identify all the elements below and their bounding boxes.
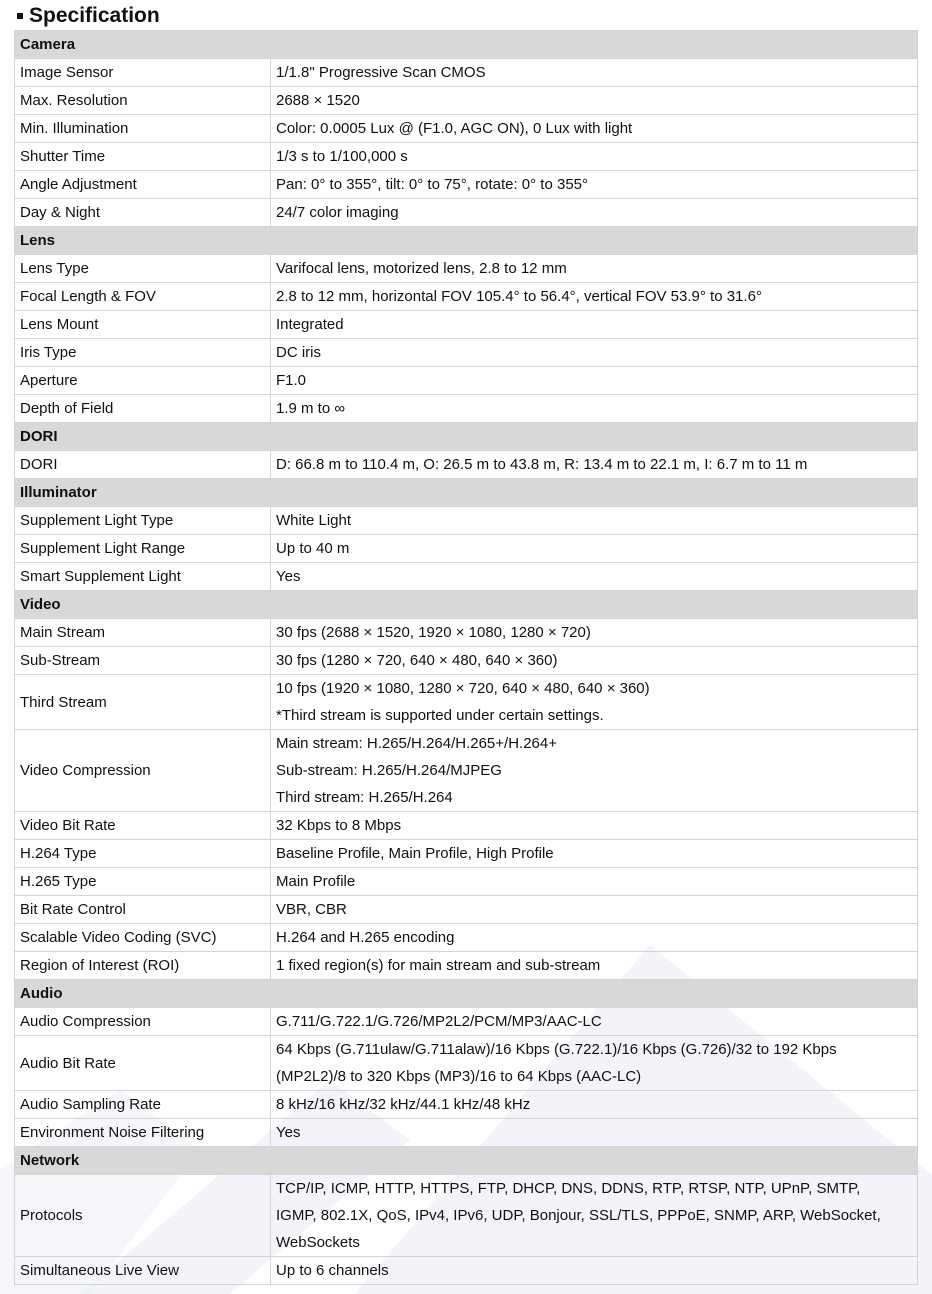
spec-value bbox=[271, 451, 918, 479]
spec-value-line: Yes bbox=[276, 568, 301, 585]
spec-value bbox=[271, 563, 918, 591]
table-row bbox=[15, 115, 918, 143]
spec-label: Region of Interest (ROI) bbox=[15, 952, 271, 980]
section-header bbox=[15, 31, 918, 59]
spec-label: Max. Resolution bbox=[15, 87, 271, 115]
spec-value-line: Yes bbox=[276, 1124, 301, 1141]
spec-value bbox=[271, 840, 918, 868]
section-header bbox=[15, 227, 918, 255]
spec-value bbox=[271, 1175, 918, 1257]
section-header-empty-cell bbox=[271, 31, 918, 59]
section-header bbox=[15, 980, 918, 1008]
spec-label: Lens Type bbox=[15, 255, 271, 283]
spec-label: Angle Adjustment bbox=[15, 171, 271, 199]
table-row bbox=[15, 507, 918, 535]
spec-value bbox=[271, 896, 918, 924]
section-header-empty-cell bbox=[271, 227, 918, 255]
spec-value-line: G.711/G.722.1/G.726/MP2L2/PCM/MP3/AAC-LC bbox=[276, 1013, 602, 1030]
section-header-empty-cell bbox=[271, 479, 918, 507]
spec-value bbox=[271, 812, 918, 840]
section-header bbox=[15, 591, 918, 619]
spec-value-line: VBR, CBR bbox=[276, 901, 347, 918]
spec-value bbox=[271, 367, 918, 395]
table-row bbox=[15, 647, 918, 675]
spec-table bbox=[14, 30, 918, 1285]
spec-value-line: D: 66.8 m to 110.4 m, O: 26.5 m to 43.8 m, R: 13.4 m to 22.1 m, I: 6.7 m to 11 m bbox=[276, 456, 808, 473]
spec-value bbox=[271, 675, 918, 730]
table-row bbox=[15, 367, 918, 395]
spec-value bbox=[271, 283, 918, 311]
table-row bbox=[15, 840, 918, 868]
spec-value bbox=[271, 924, 918, 952]
spec-value-line: (MP2L2)/8 to 320 Kbps (MP3)/16 to 64 Kbps (AAC-LC) bbox=[276, 1068, 642, 1085]
spec-value-line: Third stream: H.265/H.264 bbox=[276, 789, 453, 806]
table-row bbox=[15, 199, 918, 227]
spec-value bbox=[271, 1257, 918, 1285]
spec-value-line: 32 Kbps to 8 Mbps bbox=[276, 817, 402, 834]
spec-value-line: 1 fixed region(s) for main stream and sub-stream bbox=[276, 957, 601, 974]
table-row bbox=[15, 311, 918, 339]
spec-label: DORI bbox=[15, 451, 271, 479]
table-row bbox=[15, 283, 918, 311]
spec-value-line: 8 kHz/16 kHz/32 kHz/44.1 kHz/48 kHz bbox=[276, 1096, 531, 1113]
spec-value bbox=[271, 199, 918, 227]
spec-value bbox=[271, 143, 918, 171]
table-row bbox=[15, 171, 918, 199]
spec-value bbox=[271, 115, 918, 143]
section-header-empty-cell bbox=[271, 591, 918, 619]
spec-value bbox=[271, 1091, 918, 1119]
spec-value-line: White Light bbox=[276, 512, 352, 529]
section-title: DORI bbox=[15, 423, 271, 451]
spec-label: H.264 Type bbox=[15, 840, 271, 868]
spec-label: Main Stream bbox=[15, 619, 271, 647]
spec-label: Bit Rate Control bbox=[15, 896, 271, 924]
spec-label: Video Compression bbox=[15, 730, 271, 812]
table-row bbox=[15, 1008, 918, 1036]
table-row bbox=[15, 87, 918, 115]
spec-label: Day & Night bbox=[15, 199, 271, 227]
table-row bbox=[15, 535, 918, 563]
spec-label: Third Stream bbox=[15, 675, 271, 730]
spec-value-line: 10 fps (1920 × 1080, 1280 × 720, 640 × 480, 640 × 360) bbox=[276, 680, 650, 697]
section-title: Camera bbox=[15, 31, 271, 59]
spec-value-line: 1/3 s to 1/100,000 s bbox=[276, 148, 408, 165]
spec-label: Simultaneous Live View bbox=[15, 1257, 271, 1285]
section-header-empty-cell bbox=[271, 980, 918, 1008]
spec-value-line: Sub-stream: H.265/H.264/MJPEG bbox=[276, 762, 502, 779]
spec-label: H.265 Type bbox=[15, 868, 271, 896]
section-title: Illuminator bbox=[15, 479, 271, 507]
section-title: Lens bbox=[15, 227, 271, 255]
spec-value-line: H.264 and H.265 encoding bbox=[276, 929, 455, 946]
spec-value-line: 2.8 to 12 mm, horizontal FOV 105.4° to 56.4°, vertical FOV 53.9° to 31.6° bbox=[276, 288, 762, 305]
table-row bbox=[15, 1091, 918, 1119]
bullet-icon bbox=[17, 13, 23, 19]
spec-label: Smart Supplement Light bbox=[15, 563, 271, 591]
table-row bbox=[15, 952, 918, 980]
spec-value bbox=[271, 339, 918, 367]
spec-label: Sub-Stream bbox=[15, 647, 271, 675]
table-row bbox=[15, 924, 918, 952]
spec-label: Aperture bbox=[15, 367, 271, 395]
table-row bbox=[15, 730, 918, 812]
spec-value bbox=[271, 868, 918, 896]
section-title: Network bbox=[15, 1147, 271, 1175]
spec-value-line: TCP/IP, ICMP, HTTP, HTTPS, FTP, DHCP, DNS, DDNS, RTP, RTSP, NTP, UPnP, SMTP, bbox=[276, 1180, 861, 1197]
spec-value-line: 1/1.8" Progressive Scan CMOS bbox=[276, 64, 486, 81]
spec-label: Supplement Light Range bbox=[15, 535, 271, 563]
spec-value bbox=[271, 1008, 918, 1036]
spec-value bbox=[271, 507, 918, 535]
table-row bbox=[15, 563, 918, 591]
section-header bbox=[15, 1147, 918, 1175]
spec-label: Focal Length & FOV bbox=[15, 283, 271, 311]
spec-value-line: Main stream: H.265/H.264/H.265+/H.264+ bbox=[276, 735, 557, 752]
section-header bbox=[15, 423, 918, 451]
spec-value bbox=[271, 171, 918, 199]
spec-value bbox=[271, 1119, 918, 1147]
spec-value-line: Varifocal lens, motorized lens, 2.8 to 12 mm bbox=[276, 260, 567, 277]
spec-value bbox=[271, 535, 918, 563]
spec-value-line: IGMP, 802.1X, QoS, IPv4, IPv6, UDP, Bonjour, SSL/TLS, PPPoE, SNMP, ARP, WebSocket, bbox=[276, 1207, 881, 1224]
table-row bbox=[15, 451, 918, 479]
spec-value-line: DC iris bbox=[276, 344, 321, 361]
spec-value-line: 30 fps (1280 × 720, 640 × 480, 640 × 360) bbox=[276, 652, 558, 669]
spec-value bbox=[271, 87, 918, 115]
page-title: Specification bbox=[29, 4, 160, 27]
table-row bbox=[15, 59, 918, 87]
spec-label: Environment Noise Filtering bbox=[15, 1119, 271, 1147]
spec-value-line: Integrated bbox=[276, 316, 344, 333]
spec-label: Supplement Light Type bbox=[15, 507, 271, 535]
spec-value bbox=[271, 59, 918, 87]
spec-value-line: 24/7 color imaging bbox=[276, 204, 399, 221]
spec-value-line: Up to 6 channels bbox=[276, 1262, 389, 1279]
spec-value bbox=[271, 952, 918, 980]
spec-value-line: Pan: 0° to 355°, tilt: 0° to 75°, rotate: 0° to 355° bbox=[276, 176, 589, 193]
section-header bbox=[15, 479, 918, 507]
spec-value bbox=[271, 619, 918, 647]
spec-label: Min. Illumination bbox=[15, 115, 271, 143]
spec-label: Audio Sampling Rate bbox=[15, 1091, 271, 1119]
table-row bbox=[15, 1119, 918, 1147]
spec-value-line: 30 fps (2688 × 1520, 1920 × 1080, 1280 × 720) bbox=[276, 624, 591, 641]
spec-value-line: *Third stream is supported under certain settings. bbox=[276, 707, 604, 724]
spec-value-line: Color: 0.0005 Lux @ (F1.0, AGC ON), 0 Lux with light bbox=[276, 120, 633, 137]
spec-heading bbox=[14, 2, 932, 30]
spec-value-line: 64 Kbps (G.711ulaw/G.711alaw)/16 Kbps (G.722.1)/16 Kbps (G.726)/32 to 192 Kbps bbox=[276, 1041, 837, 1058]
spec-value bbox=[271, 255, 918, 283]
spec-label: Image Sensor bbox=[15, 59, 271, 87]
table-row bbox=[15, 675, 918, 730]
table-row bbox=[15, 619, 918, 647]
spec-value-line: F1.0 bbox=[276, 372, 307, 389]
spec-value bbox=[271, 395, 918, 423]
spec-value-line: WebSockets bbox=[276, 1234, 360, 1251]
spec-label: Protocols bbox=[15, 1175, 271, 1257]
spec-label: Depth of Field bbox=[15, 395, 271, 423]
spec-value bbox=[271, 311, 918, 339]
table-row bbox=[15, 812, 918, 840]
section-header-empty-cell bbox=[271, 1147, 918, 1175]
spec-label: Shutter Time bbox=[15, 143, 271, 171]
spec-value-line: Up to 40 m bbox=[276, 540, 350, 557]
spec-label: Lens Mount bbox=[15, 311, 271, 339]
table-row bbox=[15, 1036, 918, 1091]
section-title: Audio bbox=[15, 980, 271, 1008]
table-row bbox=[15, 896, 918, 924]
spec-label: Audio Bit Rate bbox=[15, 1036, 271, 1091]
table-row bbox=[15, 339, 918, 367]
spec-value bbox=[271, 647, 918, 675]
table-row bbox=[15, 868, 918, 896]
table-row bbox=[15, 1257, 918, 1285]
spec-label: Audio Compression bbox=[15, 1008, 271, 1036]
spec-label: Iris Type bbox=[15, 339, 271, 367]
spec-label: Video Bit Rate bbox=[15, 812, 271, 840]
spec-value-line: Main Profile bbox=[276, 873, 356, 890]
spec-value-line: Baseline Profile, Main Profile, High Profile bbox=[276, 845, 554, 862]
table-row bbox=[15, 1175, 918, 1257]
spec-value bbox=[271, 1036, 918, 1091]
spec-value-line: 2688 × 1520 bbox=[276, 92, 360, 109]
spec-value bbox=[271, 730, 918, 812]
table-row bbox=[15, 255, 918, 283]
section-title: Video bbox=[15, 591, 271, 619]
table-row bbox=[15, 143, 918, 171]
table-row bbox=[15, 395, 918, 423]
spec-label: Scalable Video Coding (SVC) bbox=[15, 924, 271, 952]
spec-value-line: 1.9 m to ∞ bbox=[276, 400, 346, 417]
section-header-empty-cell bbox=[271, 423, 918, 451]
